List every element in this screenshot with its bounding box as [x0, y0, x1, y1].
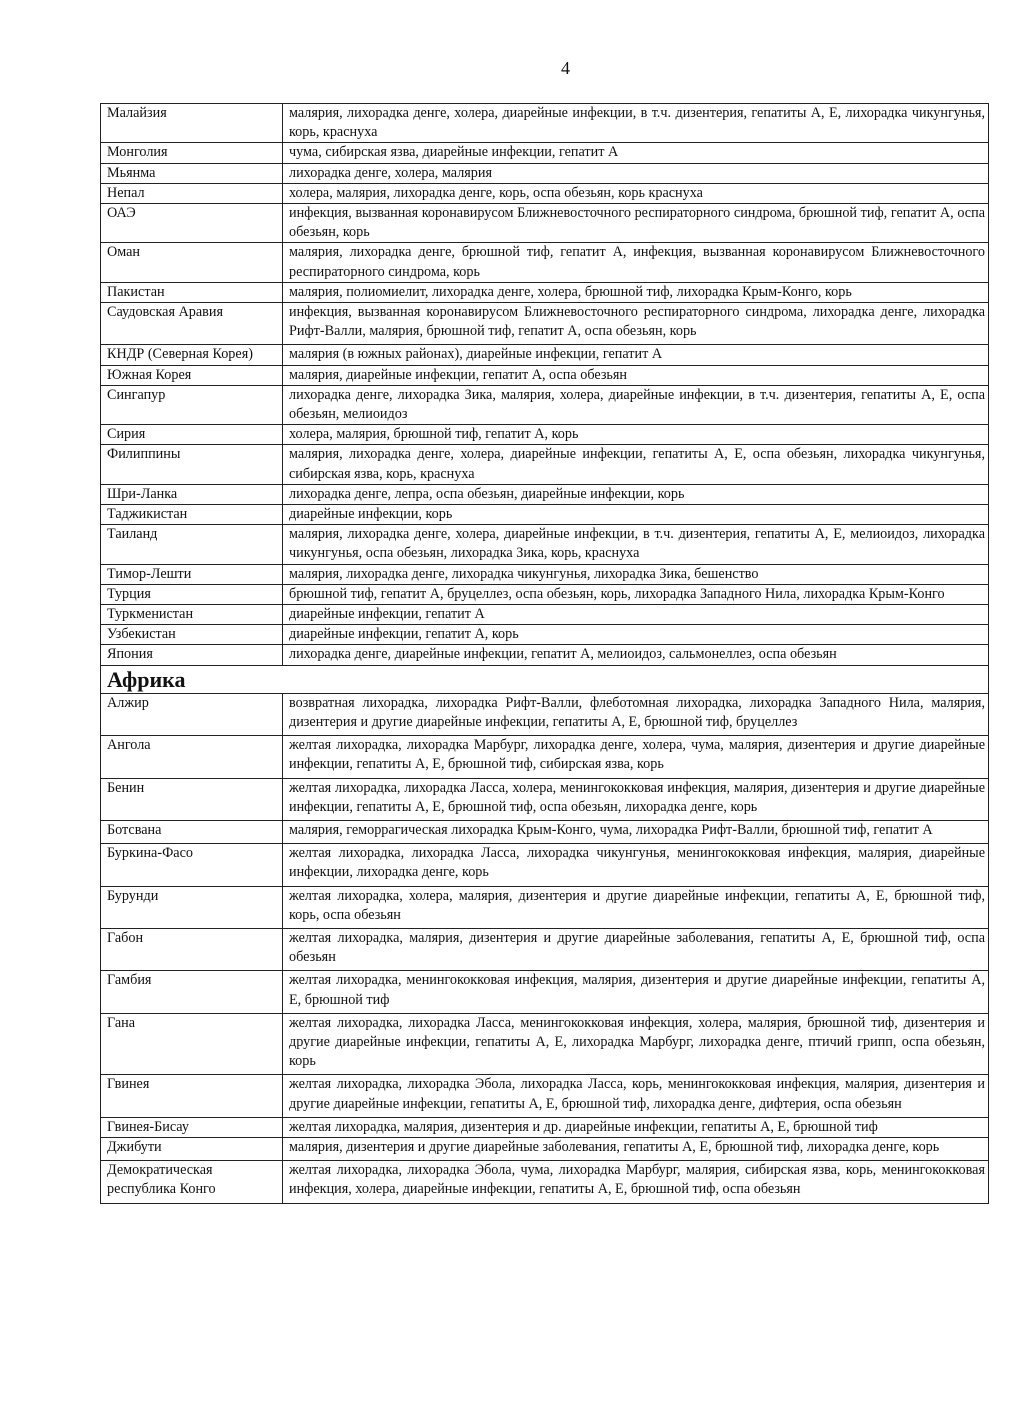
diseases-cell: желтая лихорадка, лихорадка Ласса, лихорадка чикунгунья, менингококковая инфекция, малярия, диарейные инфекции, лихорадка денге, корь — [283, 844, 989, 886]
diseases-cell: инфекция, вызванная коронавирусом Ближневосточного респираторного синдрома, брюшной тиф, гепатит А, оспа обезьян, корь — [283, 204, 989, 243]
country-cell: Узбекистан — [101, 625, 283, 645]
country-cell: Ботсвана — [101, 820, 283, 843]
table-row — [101, 736, 989, 778]
diseases-cell: желтая лихорадка, лихорадка Ласса, холера, менингококковая инфекция, малярия, дизентерия и другие диарейные инфекции, гепатиты А, Е, брюшной тиф, оспа обезьян, лихорадка денге, корь — [283, 778, 989, 820]
table-row — [101, 1161, 989, 1203]
table-row — [101, 693, 989, 735]
table-row — [101, 303, 989, 345]
diseases-cell: лихорадка денге, диарейные инфекции, гепатит А, мелиоидоз, сальмонеллез, оспа обезьян — [283, 645, 989, 665]
table-row — [101, 425, 989, 445]
page-number: 4 — [561, 58, 570, 78]
table-row — [101, 104, 989, 143]
diseases-cell: инфекция, вызванная коронавирусом Ближневосточного респираторного синдрома, лихорадка денге, лихорадка Рифт-Валли, малярия, брюшной тиф, гепатит А, оспа обезьян, корь — [283, 303, 989, 345]
country-cell: ОАЭ — [101, 204, 283, 243]
diseases-cell: диарейные инфекции, гепатит А — [283, 605, 989, 625]
table-row — [101, 645, 989, 665]
country-cell: Туркменистан — [101, 605, 283, 625]
country-cell: Гвинея-Бисау — [101, 1117, 283, 1137]
country-cell: Джибути — [101, 1137, 283, 1160]
country-cell: Саудовская Аравия — [101, 303, 283, 345]
country-cell: Буркина-Фасо — [101, 844, 283, 886]
diseases-cell: желтая лихорадка, лихорадка Эбола, лихорадка Ласса, корь, менингококковая инфекция, малярия, дизентерия и другие диарейные инфекции, гепатиты А, Е, брюшной тиф, лихорадка денге, дифтерия, оспа обезьян — [283, 1075, 989, 1117]
diseases-cell: малярия, лихорадка денге, холера, диарейные инфекции, в т.ч. дизентерия, гепатиты А, Е, мелиоидоз, лихорадка чикунгунья, оспа обезьян, лихорадка Зика, корь, краснуха — [283, 525, 989, 564]
country-cell: Гвинея — [101, 1075, 283, 1117]
diseases-cell: желтая лихорадка, малярия, дизентерия и др. диарейные инфекции, гепатиты А, Е, брюшной тиф — [283, 1117, 989, 1137]
country-cell: Малайзия — [101, 104, 283, 143]
table-row — [101, 584, 989, 604]
diseases-cell: лихорадка денге, лихорадка Зика, малярия, холера, диарейные инфекции, в т.ч. дизентерия, гепатиты А, Е, оспа обезьян, мелиоидоз — [283, 385, 989, 424]
table-row — [101, 886, 989, 928]
table-row — [101, 445, 989, 484]
country-cell: Япония — [101, 645, 283, 665]
table-row — [101, 605, 989, 625]
diseases-cell: малярия, лихорадка денге, лихорадка чикунгунья, лихорадка Зика, бешенство — [283, 564, 989, 584]
country-cell: Тимор-Лешти — [101, 564, 283, 584]
country-cell: Алжир — [101, 693, 283, 735]
country-cell: Шри-Ланка — [101, 484, 283, 504]
diseases-cell: желтая лихорадка, лихорадка Ласса, менингококковая инфекция, холера, малярия, брюшной тиф, дизентерия и другие диарейные инфекции, гепатиты А, Е, лихорадка Марбург, лихорадка денге, птичий грипп, оспа обезьян, корь — [283, 1013, 989, 1075]
table-row — [101, 282, 989, 302]
diseases-cell: диарейные инфекции, гепатит А, корь — [283, 625, 989, 645]
table-row — [101, 971, 989, 1013]
country-cell: Таджикистан — [101, 505, 283, 525]
table-row — [101, 243, 989, 282]
table-row — [101, 505, 989, 525]
table-row — [101, 778, 989, 820]
country-cell: Монголия — [101, 143, 283, 163]
country-cell: Бурунди — [101, 886, 283, 928]
table-row — [101, 625, 989, 645]
country-cell: Таиланд — [101, 525, 283, 564]
country-cell: Оман — [101, 243, 283, 282]
table-row — [101, 1137, 989, 1160]
diseases-cell: холера, малярия, лихорадка денге, корь, оспа обезьян, корь краснуха — [283, 183, 989, 203]
country-cell: Габон — [101, 928, 283, 970]
diseases-cell: малярия, дизентерия и другие диарейные заболевания, гепатиты А, Е, брюшной тиф, лихорадка денге, корь — [283, 1137, 989, 1160]
table-row — [101, 385, 989, 424]
diseases-cell: желтая лихорадка, холера, малярия, дизентерия и другие диарейные инфекции, гепатиты А, Е, брюшной тиф, корь, оспа обезьян — [283, 886, 989, 928]
diseases-cell: малярия, лихорадка денге, холера, диарейные инфекции, гепатиты А, Е, оспа обезьян, лихорадка чикунгунья, сибирская язва, корь, краснуха — [283, 445, 989, 484]
table-row — [101, 484, 989, 504]
country-cell: Демократическая республика Конго — [101, 1161, 283, 1203]
diseases-cell: диарейные инфекции, корь — [283, 505, 989, 525]
section-title: Африка — [101, 665, 989, 693]
diseases-cell: холера, малярия, брюшной тиф, гепатит А, корь — [283, 425, 989, 445]
country-cell: Пакистан — [101, 282, 283, 302]
diseases-cell: желтая лихорадка, лихорадка Марбург, лихорадка денге, холера, чума, малярия, дизентерия и другие диарейные инфекции, гепатиты А, Е, брюшной тиф, сибирская язва, корь — [283, 736, 989, 778]
country-cell: Турция — [101, 584, 283, 604]
diseases-cell: желтая лихорадка, малярия, дизентерия и другие диарейные заболевания, гепатиты А, Е, брюшной тиф, оспа обезьян — [283, 928, 989, 970]
table-row — [101, 1117, 989, 1137]
diseases-cell: возвратная лихорадка, лихорадка Рифт-Валли, флеботомная лихорадка, лихорадка Западного Нила, малярия, дизентерия и другие диарейные инфекции, гепатиты А, Е, брюшной тиф, бруцеллез — [283, 693, 989, 735]
country-cell: Непал — [101, 183, 283, 203]
diseases-cell: малярия, лихорадка денге, холера, диарейные инфекции, в т.ч. дизентерия, гепатиты А, Е, лихорадка чикунгунья, корь, краснуха — [283, 104, 989, 143]
section-header-row — [101, 665, 989, 693]
country-disease-table — [100, 103, 989, 1204]
table-row — [101, 564, 989, 584]
country-cell: Гана — [101, 1013, 283, 1075]
table-row — [101, 365, 989, 385]
table-row — [101, 1075, 989, 1117]
country-cell: Ангола — [101, 736, 283, 778]
diseases-cell: лихорадка денге, лепра, оспа обезьян, диарейные инфекции, корь — [283, 484, 989, 504]
country-cell: КНДР (Северная Корея) — [101, 345, 283, 365]
table-row — [101, 928, 989, 970]
table-row — [101, 345, 989, 365]
table-row — [101, 844, 989, 886]
diseases-cell: малярия, полиомиелит, лихорадка денге, холера, брюшной тиф, лихорадка Крым-Конго, корь — [283, 282, 989, 302]
diseases-cell: брюшной тиф, гепатит А, бруцеллез, оспа обезьян, корь, лихорадка Западного Нила, лихорадка Крым-Конго — [283, 584, 989, 604]
diseases-cell: лихорадка денге, холера, малярия — [283, 163, 989, 183]
diseases-cell: желтая лихорадка, лихорадка Эбола, чума, лихорадка Марбург, малярия, сибирская язва, корь, менингококковая инфекция, холера, диарейные инфекции, гепатиты А, Е, брюшной тиф, оспа обезьян — [283, 1161, 989, 1203]
diseases-cell: желтая лихорадка, менингококковая инфекция, малярия, дизентерия и другие диарейные инфекции, гепатиты А, Е, брюшной тиф — [283, 971, 989, 1013]
country-cell: Мьянма — [101, 163, 283, 183]
country-cell: Бенин — [101, 778, 283, 820]
diseases-cell: малярия, диарейные инфекции, гепатит А, оспа обезьян — [283, 365, 989, 385]
diseases-cell: малярия, лихорадка денге, брюшной тиф, гепатит А, инфекция, вызванная коронавирусом Ближневосточного респираторного синдрома, корь — [283, 243, 989, 282]
table-row — [101, 204, 989, 243]
table-row — [101, 820, 989, 843]
table-row — [101, 143, 989, 163]
table-row — [101, 163, 989, 183]
country-cell: Сирия — [101, 425, 283, 445]
diseases-cell: чума, сибирская язва, диарейные инфекции, гепатит А — [283, 143, 989, 163]
diseases-cell: малярия (в южных районах), диарейные инфекции, гепатит А — [283, 345, 989, 365]
table-row — [101, 525, 989, 564]
country-cell: Гамбия — [101, 971, 283, 1013]
country-cell: Южная Корея — [101, 365, 283, 385]
country-cell: Филиппины — [101, 445, 283, 484]
table-row — [101, 1013, 989, 1075]
diseases-cell: малярия, геморрагическая лихорадка Крым-Конго, чума, лихорадка Рифт-Валли, брюшной тиф, гепатит А — [283, 820, 989, 843]
table-row — [101, 183, 989, 203]
country-cell: Сингапур — [101, 385, 283, 424]
